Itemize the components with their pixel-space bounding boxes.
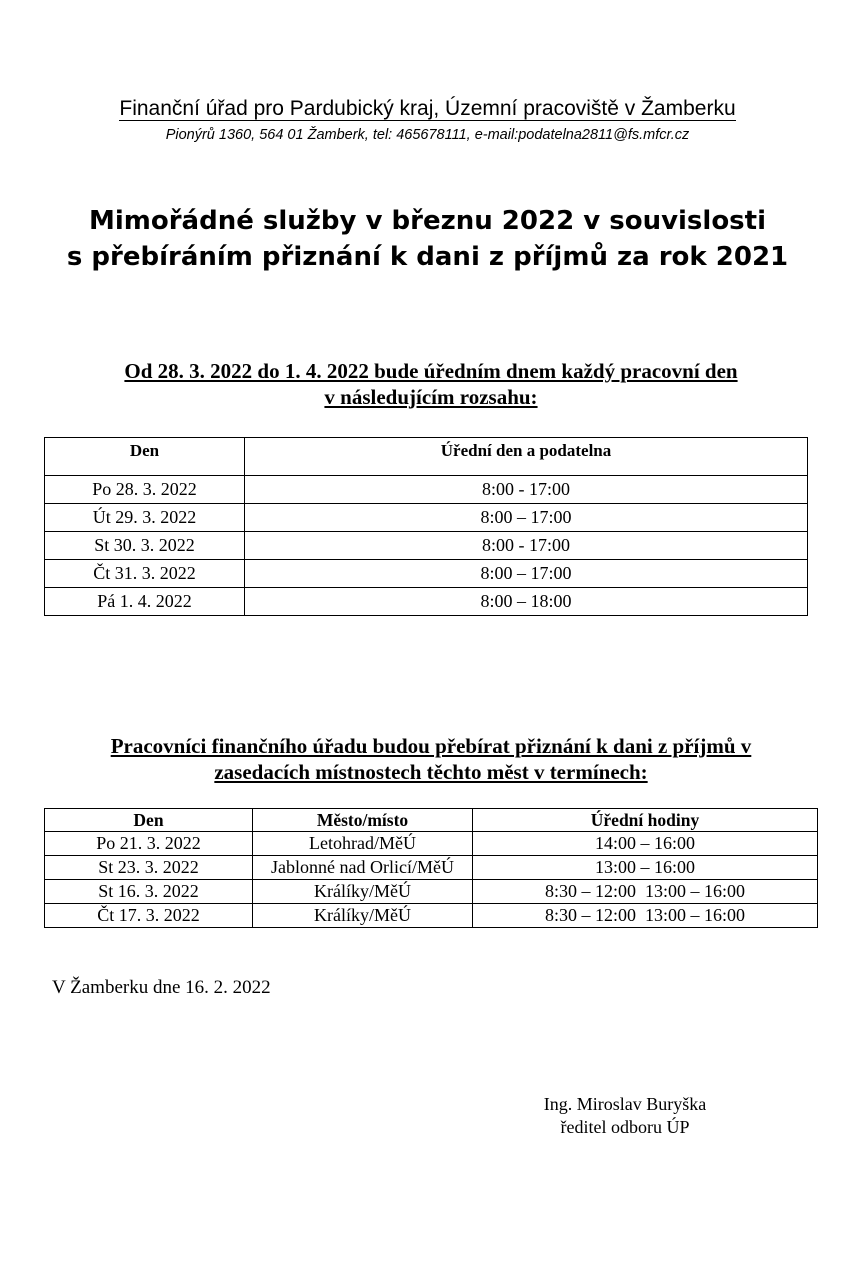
- signature-block: [520, 1093, 730, 1139]
- table-row: [45, 832, 818, 856]
- table-row: [45, 476, 808, 504]
- table-row: [45, 904, 818, 928]
- cell-place: Králíky/MěÚ: [253, 904, 473, 928]
- cell-place: Jablonné nad Orlicí/MěÚ: [253, 856, 473, 880]
- cell-day: St 23. 3. 2022: [45, 856, 253, 880]
- field-service-table: [44, 808, 818, 928]
- cell-day: Pá 1. 4. 2022: [45, 588, 245, 616]
- field-service-heading: [0, 733, 855, 785]
- page-title: [0, 203, 855, 275]
- cell-hours: 8:00 - 17:00: [245, 532, 808, 560]
- office-address: Pionýrů 1360, 564 01 Žamberk, tel: 465678111, e-mail:podatelna2811@fs.mfcr.cz: [165, 127, 690, 143]
- office-name-text: Finanční úřad pro Pardubický kraj, Územní pracoviště v Žamberku: [119, 97, 736, 120]
- table-header-row: [45, 809, 818, 832]
- office-name: [0, 97, 855, 121]
- cell-day: Čt 31. 3. 2022: [45, 560, 245, 588]
- field-service-heading-line-2: zasedacích místnostech těchto měst v termínech:: [214, 760, 648, 784]
- table-row: [45, 504, 808, 532]
- office-hours-heading-line-1: Od 28. 3. 2022 do 1. 4. 2022 bude úředním dnem každý pracovní den: [124, 359, 738, 383]
- cell-hours: 8:00 – 17:00: [245, 504, 808, 532]
- column-header-place: Město/místo: [253, 809, 473, 832]
- cell-day: Čt 17. 3. 2022: [45, 904, 253, 928]
- cell-hours: 13:00 – 16:00: [473, 856, 818, 880]
- table-row: [45, 588, 808, 616]
- cell-hours: 8:30 – 12:00 13:00 – 16:00: [473, 904, 818, 928]
- page-title-line-2: s přebíráním přiznání k dani z příjmů za rok 2021: [66, 242, 789, 272]
- table-row: [45, 880, 818, 904]
- cell-day: Út 29. 3. 2022: [45, 504, 245, 532]
- column-header-hours: Úřední den a podatelna: [245, 438, 808, 476]
- cell-hours: 14:00 – 16:00: [473, 832, 818, 856]
- table-row: [45, 856, 818, 880]
- cell-hours: 8:00 – 17:00: [245, 560, 808, 588]
- cell-hours: 8:00 - 17:00: [245, 476, 808, 504]
- page-title-line-1: Mimořádné služby v březnu 2022 v souvislosti: [88, 206, 766, 236]
- field-service-heading-line-1: Pracovníci finančního úřadu budou přebírat přiznání k dani z příjmů v: [110, 734, 752, 758]
- office-hours-heading-line-2: v následujícím rozsahu:: [324, 385, 538, 409]
- place-and-date: V Žamberku dne 16. 2. 2022: [52, 977, 271, 998]
- column-header-day: Den: [45, 809, 253, 832]
- table-row: [45, 560, 808, 588]
- cell-place: Králíky/MěÚ: [253, 880, 473, 904]
- office-hours-table: [44, 437, 808, 616]
- cell-hours: 8:30 – 12:00 13:00 – 16:00: [473, 880, 818, 904]
- cell-day: St 16. 3. 2022: [45, 880, 253, 904]
- table-row: [45, 532, 808, 560]
- cell-place: Letohrad/MěÚ: [253, 832, 473, 856]
- signer-name: Ing. Miroslav Buryška: [543, 1094, 707, 1114]
- column-header-hours: Úřední hodiny: [473, 809, 818, 832]
- column-header-day: Den: [45, 438, 245, 476]
- signer-title: ředitel odboru ÚP: [560, 1117, 690, 1137]
- cell-hours: 8:00 – 18:00: [245, 588, 808, 616]
- cell-day: St 30. 3. 2022: [45, 532, 245, 560]
- table-header-row: [45, 438, 808, 476]
- cell-day: Po 21. 3. 2022: [45, 832, 253, 856]
- office-hours-heading: [0, 358, 855, 410]
- cell-day: Po 28. 3. 2022: [45, 476, 245, 504]
